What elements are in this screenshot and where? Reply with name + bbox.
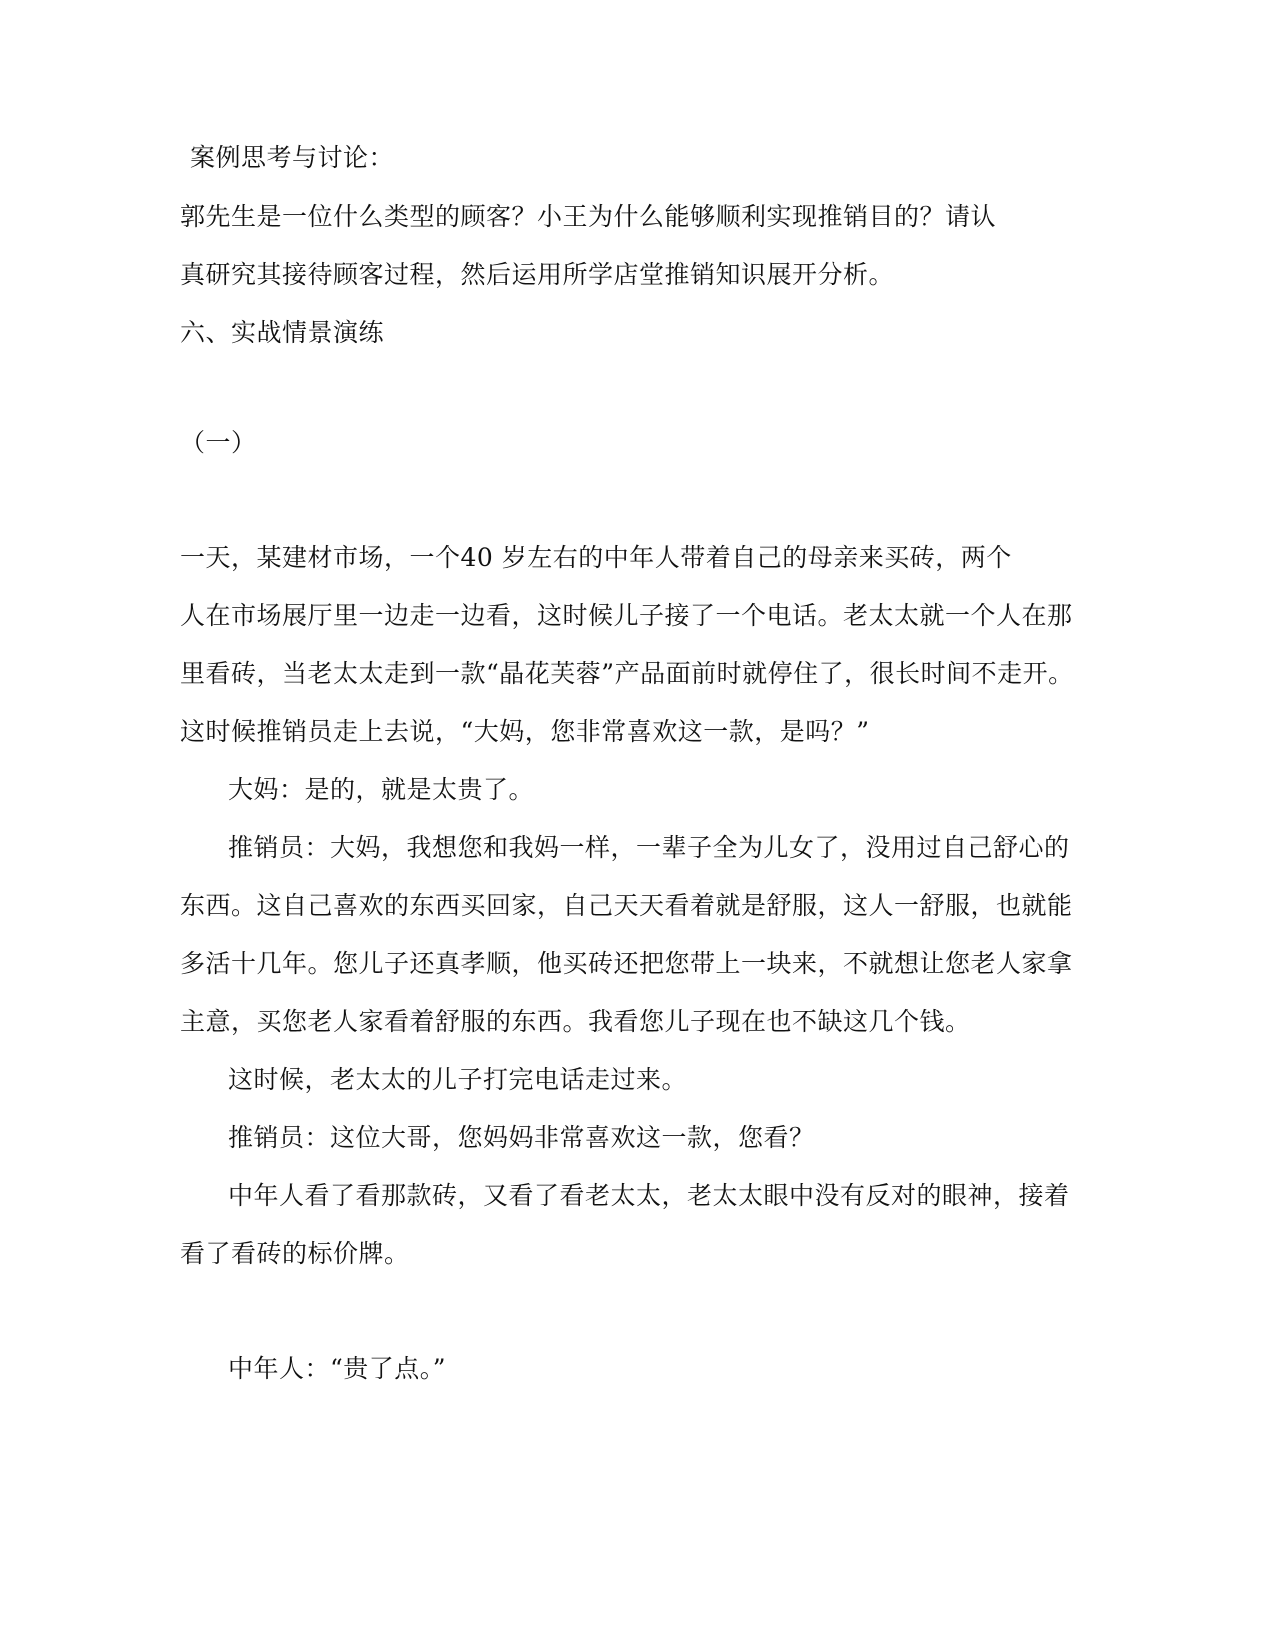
dialogue-line: 推销员：大妈，我想您和我妈一样，一辈子全为儿女了，没用过自己舒心的 (228, 833, 1070, 862)
paragraph-line: 这时候推销员走上去说，“大妈，您非常喜欢这一款，是吗？” (180, 717, 870, 746)
paragraph-line: 东西。这自己喜欢的东西买回家，自己天天看着就是舒服，这人一舒服，也就能 (180, 891, 1073, 920)
dialogue-line: 推销员：这位大哥，您妈妈非常喜欢这一款，您看？ (228, 1123, 815, 1152)
paragraph-line: 真研究其接待顾客过程，然后运用所学店堂推销知识展开分析。 (180, 260, 895, 289)
paragraph-line: 人在市场展厅里一边走一边看，这时候儿子接了一个电话。老太太就一个人在那 (180, 601, 1073, 630)
subsection-heading: （一） (180, 428, 257, 457)
paragraph-line: 多活十几年。您儿子还真孝顺，他买砖还把您带上一块来，不就想让您老人家拿 (180, 949, 1073, 978)
section-heading: 六、实战情景演练 (180, 318, 385, 347)
paragraph-line: 主意，买您老人家看着舒服的东西。我看您儿子现在也不缺这几个钱。 (180, 1007, 971, 1036)
dialogue-line: 中年人看了看那款砖，又看了看老太太，老太太眼中没有反对的眼神，接着 (228, 1181, 1070, 1210)
case-discussion-heading: 案例思考与讨论： (190, 143, 395, 172)
paragraph-line: 看了看砖的标价牌。 (180, 1239, 410, 1268)
dialogue-line: 这时候，老太太的儿子打完电话走过来。 (228, 1065, 688, 1094)
paragraph-line: 郭先生是一位什么类型的顾客？小王为什么能够顺利实现推销目的？请认 (180, 202, 997, 231)
dialogue-line: 大妈：是的，就是太贵了。 (228, 775, 535, 804)
dialogue-line: 中年人：“贵了点。” (228, 1354, 447, 1383)
paragraph-line: 里看砖，当老太太走到一款“晶花芙蓉”产品面前时就停住了，很长时间不走开。 (180, 659, 1074, 688)
paragraph-line: 一天，某建材市场，一个40 岁左右的中年人带着自己的母亲来买砖，两个 (180, 543, 1012, 572)
